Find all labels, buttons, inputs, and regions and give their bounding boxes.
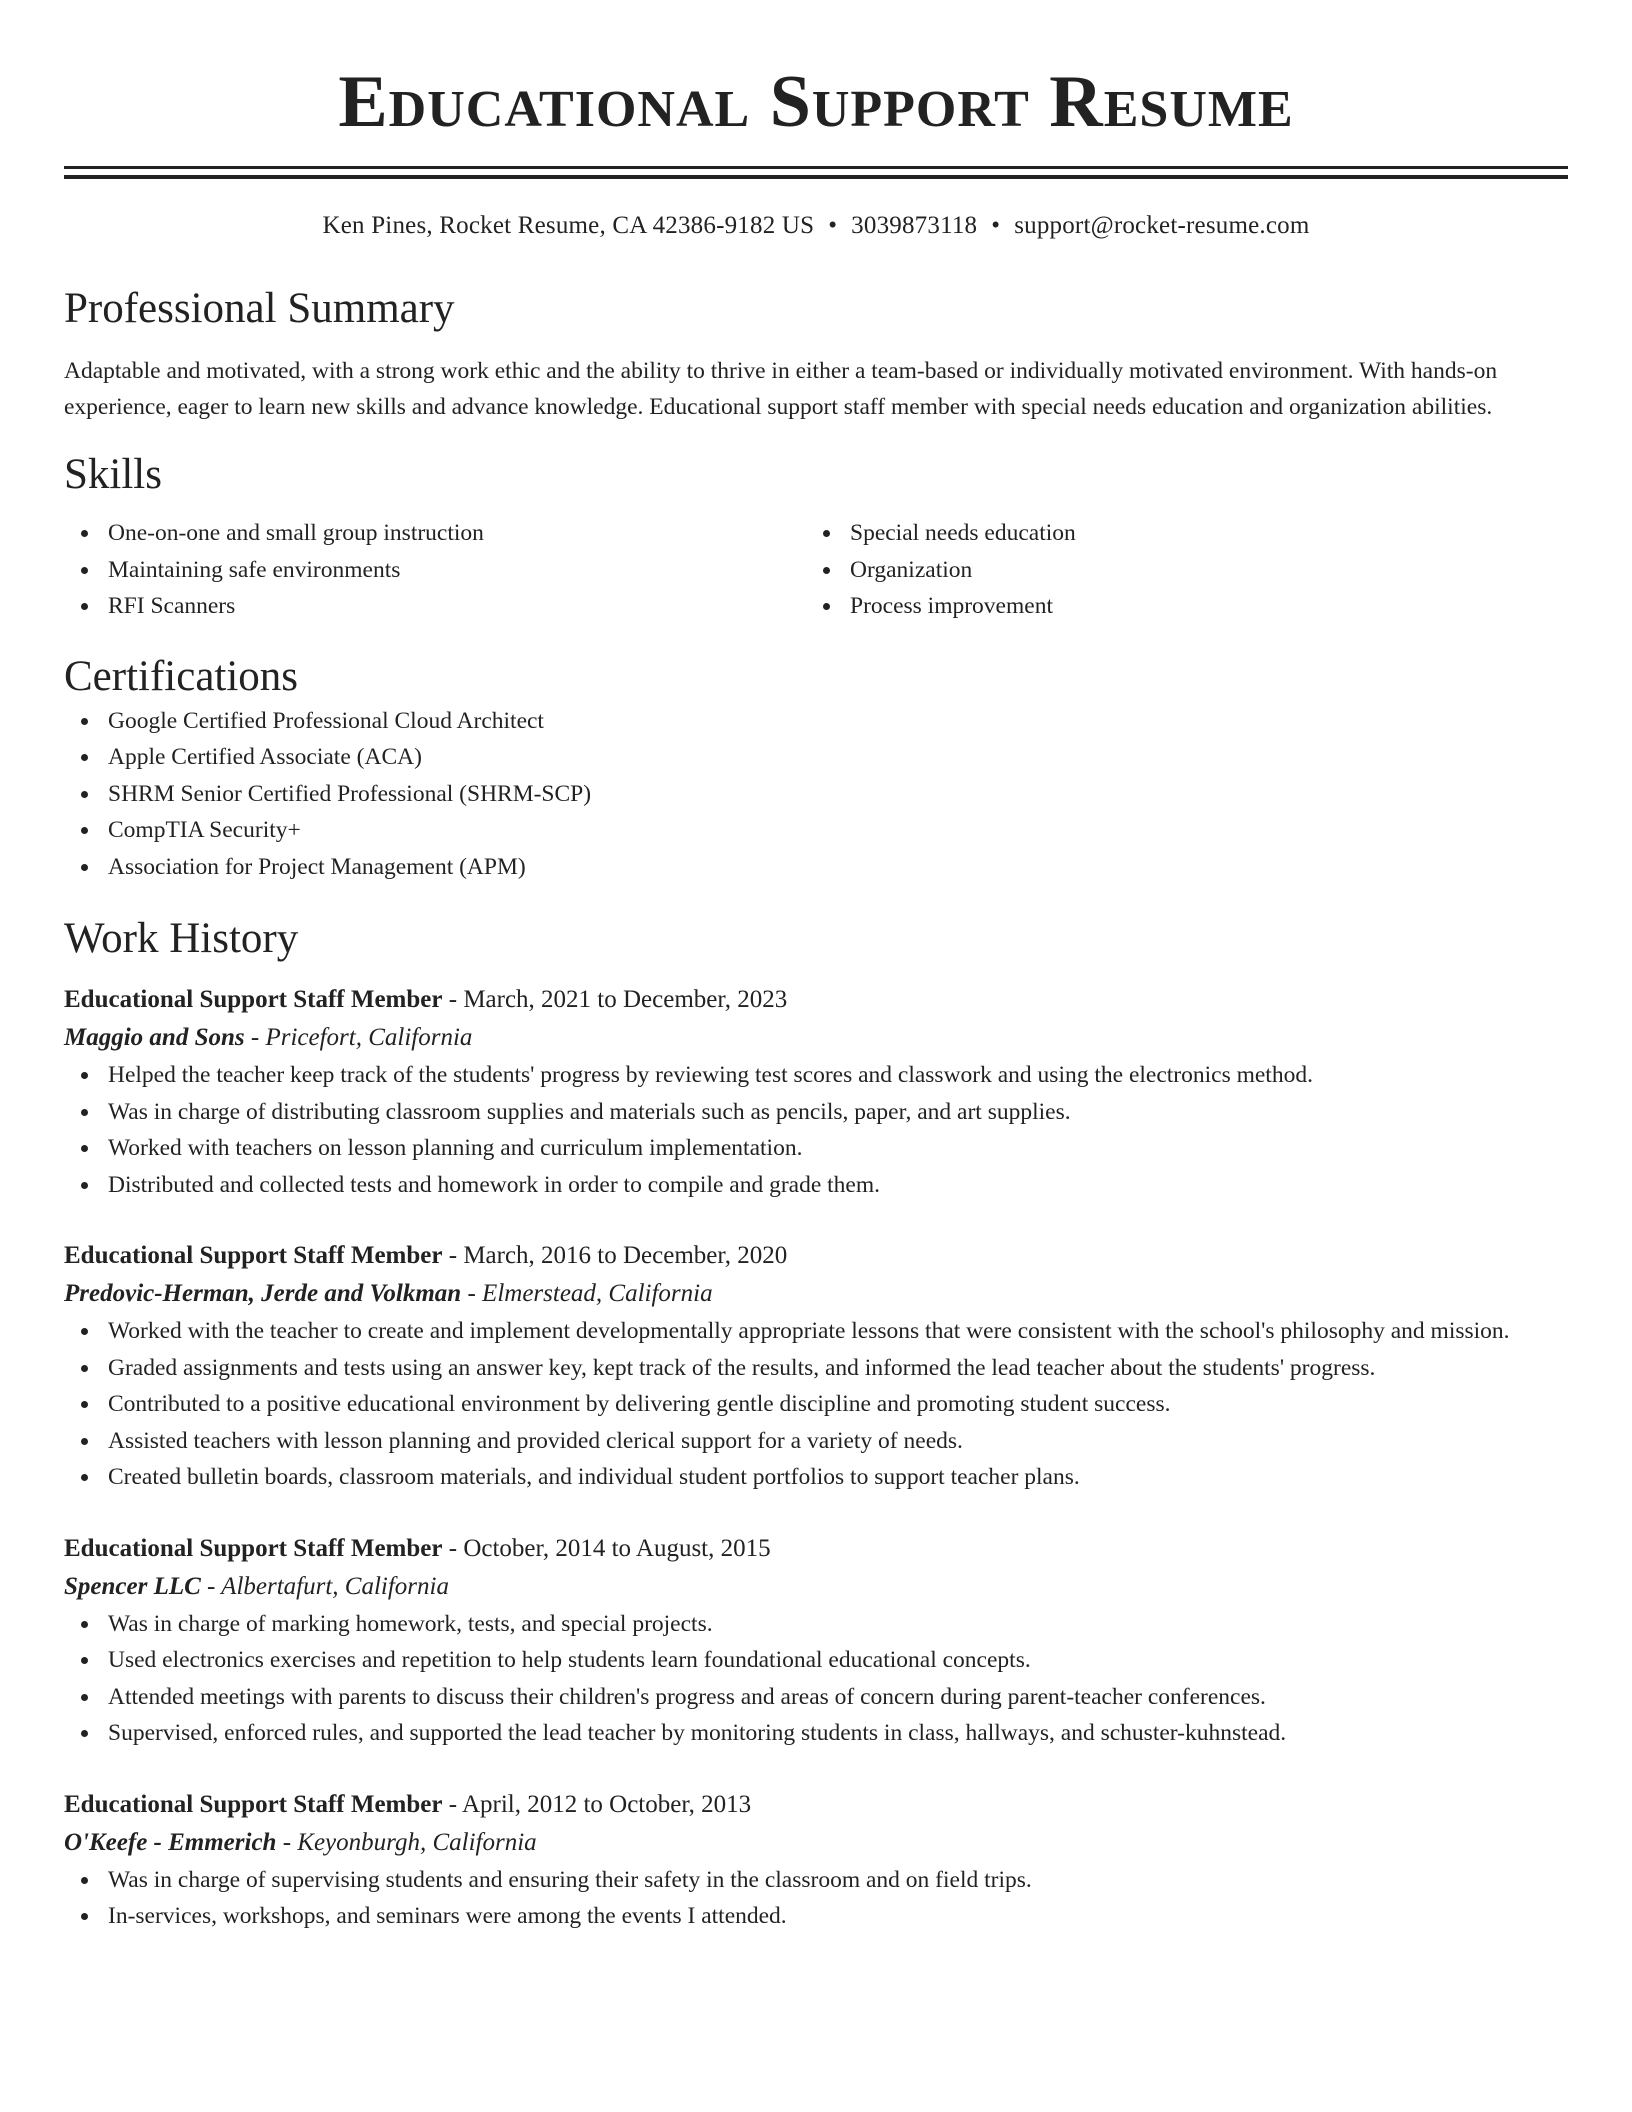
job-role: Educational Support Staff Member bbox=[64, 1242, 443, 1269]
job-location: Pricefort, California bbox=[265, 1024, 473, 1051]
contact-separator: • bbox=[991, 212, 1001, 239]
job-duty-item: Was in charge of distributing classroom supplies and materials such as pencils, paper, and art supplies. bbox=[64, 1094, 1568, 1131]
job-header: Educational Support Staff Member - October, 2014 to August, 2015 bbox=[64, 1534, 771, 1562]
job-entry bbox=[64, 1237, 1568, 1496]
bullet-dot bbox=[823, 603, 830, 610]
job-company: Spencer LLC bbox=[64, 1572, 201, 1600]
certifications-list bbox=[64, 703, 1568, 886]
certification-item: SHRM Senior Certified Professional (SHRM-SCP) bbox=[64, 776, 1568, 813]
job-employer: Spencer LLC - Albertafurt, California bbox=[64, 1572, 449, 1600]
skill-item: Organization bbox=[806, 552, 1548, 589]
job-duty-item: Worked with the teacher to create and implement developmentally appropriate lessons that were consistent with the school's philosophy and mission. bbox=[64, 1313, 1568, 1350]
job-entry bbox=[64, 1786, 1568, 1935]
job-duty-item: Used electronics exercises and repetition to help students learn foundational educational concepts. bbox=[64, 1642, 1568, 1679]
job-header: Educational Support Staff Member - March, 2016 to December, 2020 bbox=[64, 1242, 788, 1269]
job-duty-item: Distributed and collected tests and homework in order to compile and grade them. bbox=[64, 1167, 1568, 1204]
job-location: Albertafurt, California bbox=[221, 1572, 449, 1600]
skill-item: One-on-one and small group instruction bbox=[64, 515, 806, 552]
skill-item: Maintaining safe environments bbox=[64, 552, 806, 589]
job-duty-item: Helped the teacher keep track of the students' progress by reviewing test scores and classwork and using the electronics method. bbox=[64, 1057, 1568, 1094]
job-duty-item: Was in charge of marking homework, tests, and special projects. bbox=[64, 1606, 1568, 1643]
job-duty-item: Assisted teachers with lesson planning and provided clerical support for a variety of needs. bbox=[64, 1423, 1568, 1460]
bullet-dot bbox=[81, 567, 88, 574]
job-duty-item: Worked with teachers on lesson planning and curriculum implementation. bbox=[64, 1130, 1568, 1167]
job-employer: O'Keefe - Emmerich - Keyonburgh, California bbox=[64, 1828, 537, 1856]
bullet-dot bbox=[81, 1145, 88, 1152]
job-duty-item: Supervised, enforced rules, and supported the lead teacher by monitoring students in class, hallways, and schuster-kuhnstead. bbox=[64, 1715, 1568, 1752]
job-duties bbox=[64, 1862, 1568, 1935]
job-entry bbox=[64, 981, 1568, 1203]
bullet-dot bbox=[81, 791, 88, 798]
bullet-dot bbox=[81, 1109, 88, 1116]
bullet-dot bbox=[81, 1877, 88, 1884]
job-dates: March, 2021 to December, 2023 bbox=[463, 986, 788, 1013]
certification-item: Google Certified Professional Cloud Architect bbox=[64, 703, 1568, 740]
job-company: Maggio and Sons bbox=[64, 1024, 245, 1051]
bullet-dot bbox=[81, 1182, 88, 1189]
contact-email: support@rocket-resume.com bbox=[1014, 212, 1310, 239]
job-dates: March, 2016 to December, 2020 bbox=[463, 1242, 788, 1269]
bullet-dot bbox=[81, 1438, 88, 1445]
certification-item: Association for Project Management (APM) bbox=[64, 849, 1568, 886]
contact-line bbox=[64, 211, 1568, 241]
job-duties bbox=[64, 1313, 1568, 1496]
bullet-dot bbox=[823, 567, 830, 574]
bullet-dot bbox=[81, 1657, 88, 1664]
job-duties bbox=[64, 1606, 1568, 1752]
contact-address: Ken Pines, Rocket Resume, CA 42386-9182 US bbox=[322, 212, 815, 239]
bullet-dot bbox=[81, 1694, 88, 1701]
certification-item: Apple Certified Associate (ACA) bbox=[64, 739, 1568, 776]
job-duty-item: Contributed to a positive educational environment by delivering gentle discipline and promoting student success. bbox=[64, 1386, 1568, 1423]
bullet-dot bbox=[81, 754, 88, 761]
job-location: Keyonburgh, California bbox=[297, 1828, 537, 1856]
work-history-heading: Work History bbox=[64, 915, 299, 962]
bullet-dot bbox=[81, 1730, 88, 1737]
bullet-dot bbox=[81, 827, 88, 834]
title-divider-top bbox=[64, 166, 1568, 169]
job-role: Educational Support Staff Member bbox=[64, 1534, 443, 1562]
bullet-dot bbox=[81, 1328, 88, 1335]
job-header: Educational Support Staff Member - March, 2021 to December, 2023 bbox=[64, 986, 788, 1013]
skills-grid bbox=[64, 515, 1568, 625]
bullet-dot bbox=[81, 1365, 88, 1372]
bullet-dot bbox=[81, 603, 88, 610]
bullet-dot bbox=[81, 718, 88, 725]
bullet-dot bbox=[81, 1621, 88, 1628]
job-duty-item: Was in charge of supervising students and ensuring their safety in the classroom and on field trips. bbox=[64, 1862, 1568, 1899]
summary-text: Adaptable and motivated, with a strong work ethic and the ability to thrive in either a team-based or individually motivated environment. With hands-on experience, eager to learn new skills and advance knowledge. Educational support staff member with special needs education and organization abilities. bbox=[64, 358, 1498, 420]
job-company: Predovic-Herman, Jerde and Volkman bbox=[64, 1280, 462, 1307]
certification-item: CompTIA Security+ bbox=[64, 812, 1568, 849]
job-duty-item: Attended meetings with parents to discuss their children's progress and areas of concern during parent-teacher conferences. bbox=[64, 1679, 1568, 1716]
job-entry bbox=[64, 1530, 1568, 1752]
certifications-heading: Certifications bbox=[64, 652, 299, 700]
bullet-dot bbox=[81, 530, 88, 537]
skills-left-column bbox=[64, 515, 806, 625]
job-dates: October, 2014 to August, 2015 bbox=[463, 1534, 771, 1562]
title-divider-bottom bbox=[64, 175, 1568, 179]
bullet-dot bbox=[81, 1401, 88, 1408]
skills-heading: Skills bbox=[64, 451, 162, 498]
job-duties bbox=[64, 1057, 1568, 1203]
resume-title: Educational Support Resume bbox=[338, 61, 1294, 143]
bullet-dot bbox=[823, 530, 830, 537]
skill-item: Special needs education bbox=[806, 515, 1548, 552]
bullet-dot bbox=[81, 864, 88, 871]
summary-heading: Professional Summary bbox=[64, 285, 455, 332]
job-role: Educational Support Staff Member bbox=[64, 1790, 443, 1818]
job-employer: Maggio and Sons - Pricefort, California bbox=[64, 1024, 473, 1051]
bullet-dot bbox=[81, 1474, 88, 1481]
job-role: Educational Support Staff Member bbox=[64, 986, 443, 1013]
skill-item: Process improvement bbox=[806, 588, 1548, 625]
contact-separator: • bbox=[828, 212, 838, 239]
job-duty-item: Graded assignments and tests using an answer key, kept track of the results, and informed the lead teacher about the students' progress. bbox=[64, 1350, 1568, 1387]
resume-page bbox=[64, 0, 1568, 1935]
job-employer: Predovic-Herman, Jerde and Volkman - Elmerstead, California bbox=[64, 1280, 713, 1307]
bullet-dot bbox=[81, 1072, 88, 1079]
job-dates: April, 2012 to October, 2013 bbox=[461, 1790, 752, 1818]
job-header: Educational Support Staff Member - April, 2012 to October, 2013 bbox=[64, 1790, 752, 1818]
skills-right-column bbox=[806, 515, 1548, 625]
skill-item: RFI Scanners bbox=[64, 588, 806, 625]
job-location: Elmerstead, California bbox=[482, 1280, 713, 1307]
job-duty-item: Created bulletin boards, classroom materials, and individual student portfolios to support teacher plans. bbox=[64, 1459, 1568, 1496]
contact-phone: 3039873118 bbox=[851, 212, 978, 239]
job-duty-item: In-services, workshops, and seminars were among the events I attended. bbox=[64, 1898, 1568, 1935]
job-company: O'Keefe - Emmerich bbox=[64, 1828, 277, 1856]
bullet-dot bbox=[81, 1913, 88, 1920]
